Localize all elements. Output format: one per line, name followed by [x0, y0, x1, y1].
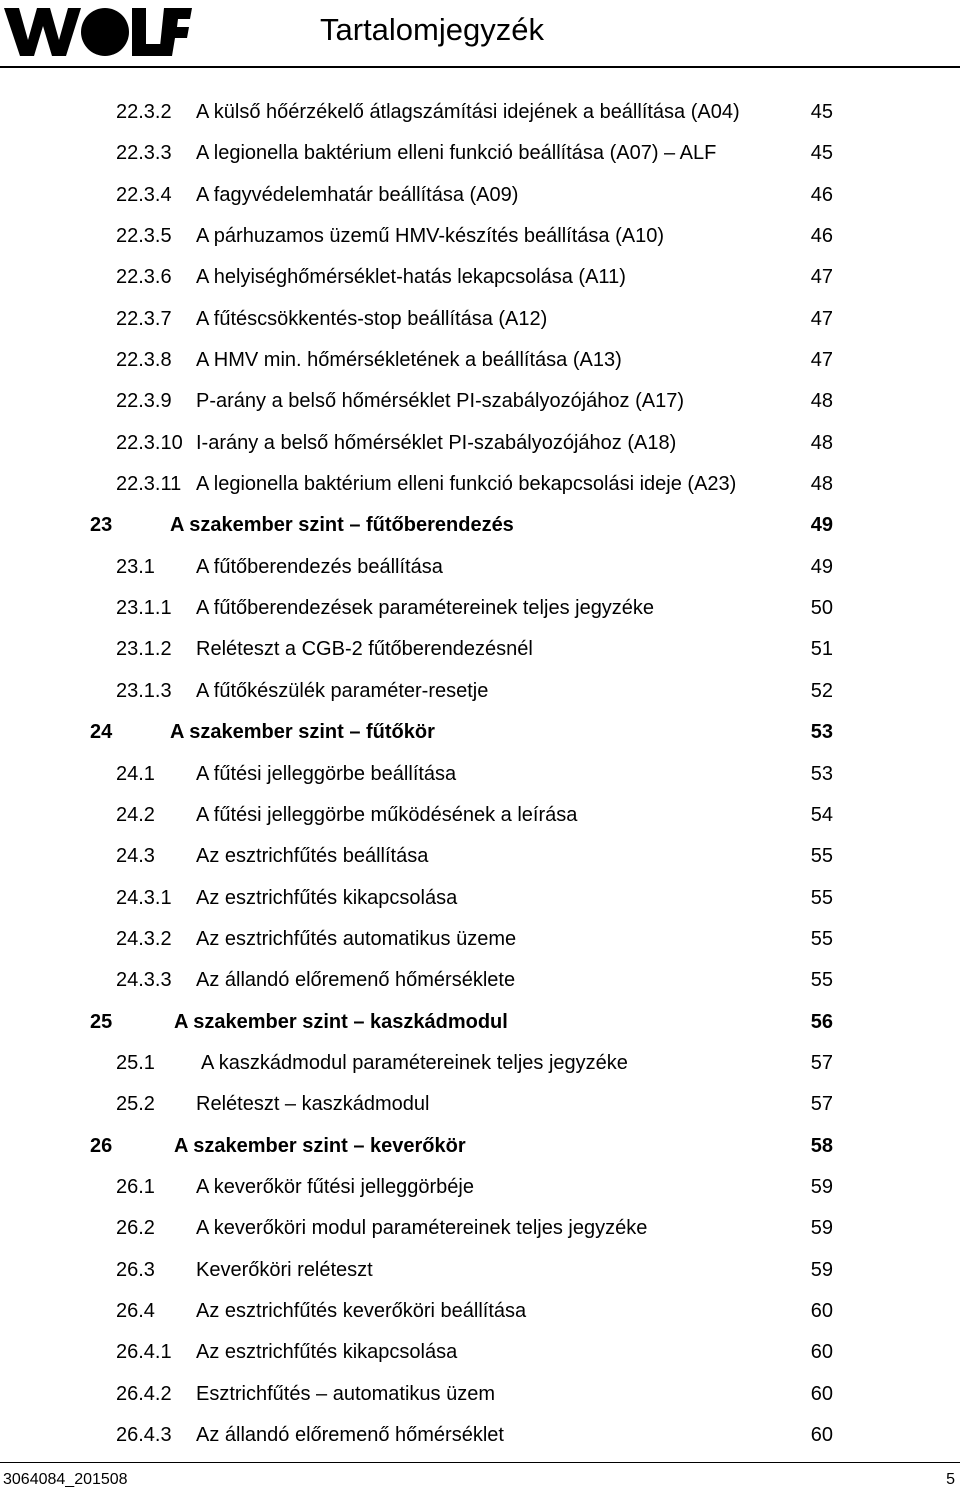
toc-title: A fűtőkészülék paraméter-resetje: [196, 679, 489, 702]
toc-item[interactable]: [0, 588, 960, 629]
toc-number: 25.2: [116, 1093, 155, 1116]
toc-number: 22.3.2: [116, 101, 172, 123]
toc-number: 24.3.3: [116, 969, 172, 992]
toc-title: P-arány a belső hőmérséklet PI-szabályozójához (A17): [196, 390, 685, 413]
toc-title: A szakember szint – keverőkör: [174, 1134, 466, 1157]
toc-number: 26.3: [116, 1258, 155, 1281]
toc-title: A HMV min. hőmérsékletének a beállítása (A13): [196, 349, 622, 372]
toc-item[interactable]: [0, 423, 960, 464]
toc-page-number: 47: [810, 307, 833, 330]
toc-number: 22.3.11: [116, 473, 182, 496]
toc-item[interactable]: [0, 1415, 960, 1456]
toc-title: A szakember szint – fűtőkör: [170, 721, 435, 744]
toc-chapter[interactable]: [0, 712, 960, 753]
toc-number: 26.4.2: [116, 1382, 172, 1405]
toc-page-number: 46: [810, 225, 833, 248]
toc-title: A helyiséghőmérséklet-hatás lekapcsolása (A11): [196, 266, 626, 289]
toc-page-number: 45: [810, 101, 833, 123]
toc-item[interactable]: [0, 1250, 960, 1291]
toc-number: 26.4.1: [116, 1341, 172, 1364]
toc-number: 22.3.5: [116, 225, 172, 248]
toc-title: I-arány a belső hőmérséklet PI-szabályozójához (A18): [196, 431, 677, 454]
toc-item[interactable]: [0, 878, 960, 919]
toc-page-number: 60: [810, 1382, 833, 1405]
toc-page-number: 47: [810, 349, 833, 372]
toc-item[interactable]: [0, 133, 960, 174]
toc-number: 22.3.10: [116, 431, 183, 454]
toc-number: 24.3.2: [116, 927, 172, 950]
toc-title: Reléteszt a CGB-2 fűtőberendezésnél: [196, 638, 533, 661]
toc-title: Az esztrichfűtés automatikus üzeme: [196, 927, 517, 950]
toc-number: 26.4: [116, 1299, 155, 1322]
toc-page-number: 55: [810, 969, 833, 992]
toc-title: A fűtési jelleggörbe beállítása: [196, 762, 457, 785]
toc-title: Az esztrichfűtés kikapcsolása: [196, 1341, 458, 1364]
toc-number: 23.1.2: [116, 638, 172, 661]
toc-page-number: 56: [810, 1010, 833, 1033]
toc-page-number: 59: [810, 1217, 833, 1240]
toc-item[interactable]: [0, 960, 960, 1001]
toc-title: A fűtőberendezés beállítása: [196, 555, 443, 578]
toc-number: 26.4.3: [116, 1424, 172, 1446]
toc-title: Reléteszt – kaszkádmodul: [196, 1093, 430, 1116]
toc-number: 23.1.1: [116, 597, 172, 620]
toc-page-number: 55: [810, 886, 833, 909]
page-header: [0, 0, 960, 70]
toc-page-number: 54: [810, 803, 833, 826]
toc-number: 22.3.8: [116, 349, 172, 372]
toc-number: 24.3.1: [116, 886, 172, 909]
toc-number: 24.2: [116, 803, 155, 826]
toc-item[interactable]: [0, 836, 960, 877]
toc-page-number: 45: [810, 142, 833, 165]
toc-item[interactable]: [0, 299, 960, 340]
toc-item[interactable]: [0, 1043, 960, 1084]
toc-title: A keverőköri modul paramétereinek teljes jegyzéke: [196, 1217, 648, 1240]
toc-number: 23.1.3: [116, 679, 172, 702]
toc-page-number: 52: [810, 679, 833, 702]
toc-number: 22.3.3: [116, 142, 172, 165]
toc-title: Az esztrichfűtés keverőköri beállítása: [196, 1299, 527, 1322]
toc-title: A fűtési jelleggörbe működésének a leírása: [196, 803, 578, 826]
toc-number: 26.1: [116, 1175, 155, 1198]
toc-title: A párhuzamos üzemű HMV-készítés beállítása (A10): [196, 225, 664, 248]
toc-title: Az állandó előremenő hőmérséklete: [196, 969, 516, 992]
toc-title: Az esztrichfűtés kikapcsolása: [196, 886, 458, 909]
toc-page-number: 57: [810, 1093, 833, 1116]
toc-item[interactable]: [0, 1332, 960, 1373]
toc-title: A fűtéscsökkentés-stop beállítása (A12): [196, 307, 548, 330]
toc-item[interactable]: [0, 629, 960, 670]
toc-item[interactable]: [0, 795, 960, 836]
toc-page-number: 48: [810, 390, 833, 413]
toc-page-number: 50: [810, 597, 833, 620]
toc-number: 22.3.6: [116, 266, 172, 289]
toc-number: 26: [90, 1134, 113, 1157]
toc-title: Esztrichfűtés – automatikus üzem: [196, 1382, 496, 1405]
toc-title: A legionella baktérium elleni funkció beállítása (A07) – ALF: [196, 142, 717, 165]
toc-page-number: 49: [810, 555, 833, 578]
footer-divider: [0, 1462, 960, 1463]
toc-title: A fűtőberendezések paramétereinek teljes jegyzéke: [196, 597, 655, 620]
toc-chapter[interactable]: [0, 1002, 960, 1043]
toc-number: 24.3: [116, 845, 155, 868]
toc-number: 24: [90, 721, 113, 744]
toc-chapter[interactable]: [0, 1126, 960, 1167]
toc-page-number: 48: [810, 473, 833, 496]
toc-item[interactable]: [0, 919, 960, 960]
toc-number: 25.1: [116, 1051, 155, 1074]
toc-number: 22.3.4: [116, 183, 172, 206]
toc-page-number: 60: [810, 1299, 833, 1322]
toc-number: 25: [90, 1010, 113, 1033]
wolf-logo: [4, 6, 192, 58]
toc-item[interactable]: [0, 381, 960, 422]
page-number: 5: [946, 1471, 955, 1488]
toc-item[interactable]: [0, 671, 960, 712]
toc-page-number: 55: [810, 845, 833, 868]
toc-item[interactable]: [0, 1291, 960, 1332]
toc-item[interactable]: [0, 1167, 960, 1208]
toc-page-number: 57: [810, 1051, 833, 1074]
toc-page-number: 53: [810, 762, 833, 785]
toc-page-number: 60: [810, 1424, 833, 1446]
toc-page-number: 53: [810, 721, 833, 744]
toc-item[interactable]: [0, 1084, 960, 1125]
table-of-contents: [0, 92, 960, 1456]
toc-chapter[interactable]: [0, 505, 960, 546]
toc-item[interactable]: [0, 175, 960, 216]
toc-number: 26.2: [116, 1217, 155, 1240]
toc-item[interactable]: [0, 754, 960, 795]
toc-title: A szakember szint – kaszkádmodul: [174, 1010, 508, 1033]
toc-title: Keverőköri reléteszt: [196, 1258, 373, 1281]
toc-title: A külső hőérzékelő átlagszámítási idejének a beállítása (A04): [196, 101, 740, 123]
toc-title: Az esztrichfűtés beállítása: [196, 845, 429, 868]
toc-item[interactable]: [0, 216, 960, 257]
toc-number: 24.1: [116, 762, 155, 785]
toc-item[interactable]: [0, 1374, 960, 1415]
toc-page-number: 49: [810, 514, 833, 537]
toc-item[interactable]: [0, 92, 960, 133]
toc-item[interactable]: [0, 1208, 960, 1249]
toc-number: 23: [90, 514, 113, 537]
toc-title: A legionella baktérium elleni funkció bekapcsolási ideje (A23): [196, 473, 737, 496]
header-divider: [0, 66, 960, 68]
toc-page-number: 60: [810, 1341, 833, 1364]
toc-page-number: 47: [810, 266, 833, 289]
toc-item[interactable]: [0, 547, 960, 588]
page-title: Tartalomjegyzék: [320, 12, 544, 47]
toc-page-number: 51: [810, 638, 833, 661]
toc-number: 23.1: [116, 555, 155, 578]
toc-number: 22.3.7: [116, 307, 172, 330]
document-number: 3064084_201508: [3, 1471, 128, 1488]
toc-item[interactable]: [0, 464, 960, 505]
toc-page-number: 55: [810, 927, 833, 950]
toc-page-number: 58: [810, 1134, 833, 1157]
toc-page-number: 59: [810, 1258, 833, 1281]
toc-item[interactable]: [0, 257, 960, 298]
toc-page-number: 59: [810, 1175, 833, 1198]
toc-number: 22.3.9: [116, 390, 172, 413]
toc-item[interactable]: [0, 340, 960, 381]
toc-title: A keverőkör fűtési jelleggörbéje: [196, 1175, 474, 1198]
toc-title: A fagyvédelemhatár beállítása (A09): [196, 183, 519, 206]
toc-page-number: 48: [810, 431, 833, 454]
toc-title: A szakember szint – fűtőberendezés: [170, 514, 514, 537]
toc-page-number: 46: [810, 183, 833, 206]
toc-title: A kaszkádmodul paramétereinek teljes jegyzéke: [201, 1051, 628, 1074]
toc-title: Az állandó előremenő hőmérséklet: [196, 1424, 504, 1446]
